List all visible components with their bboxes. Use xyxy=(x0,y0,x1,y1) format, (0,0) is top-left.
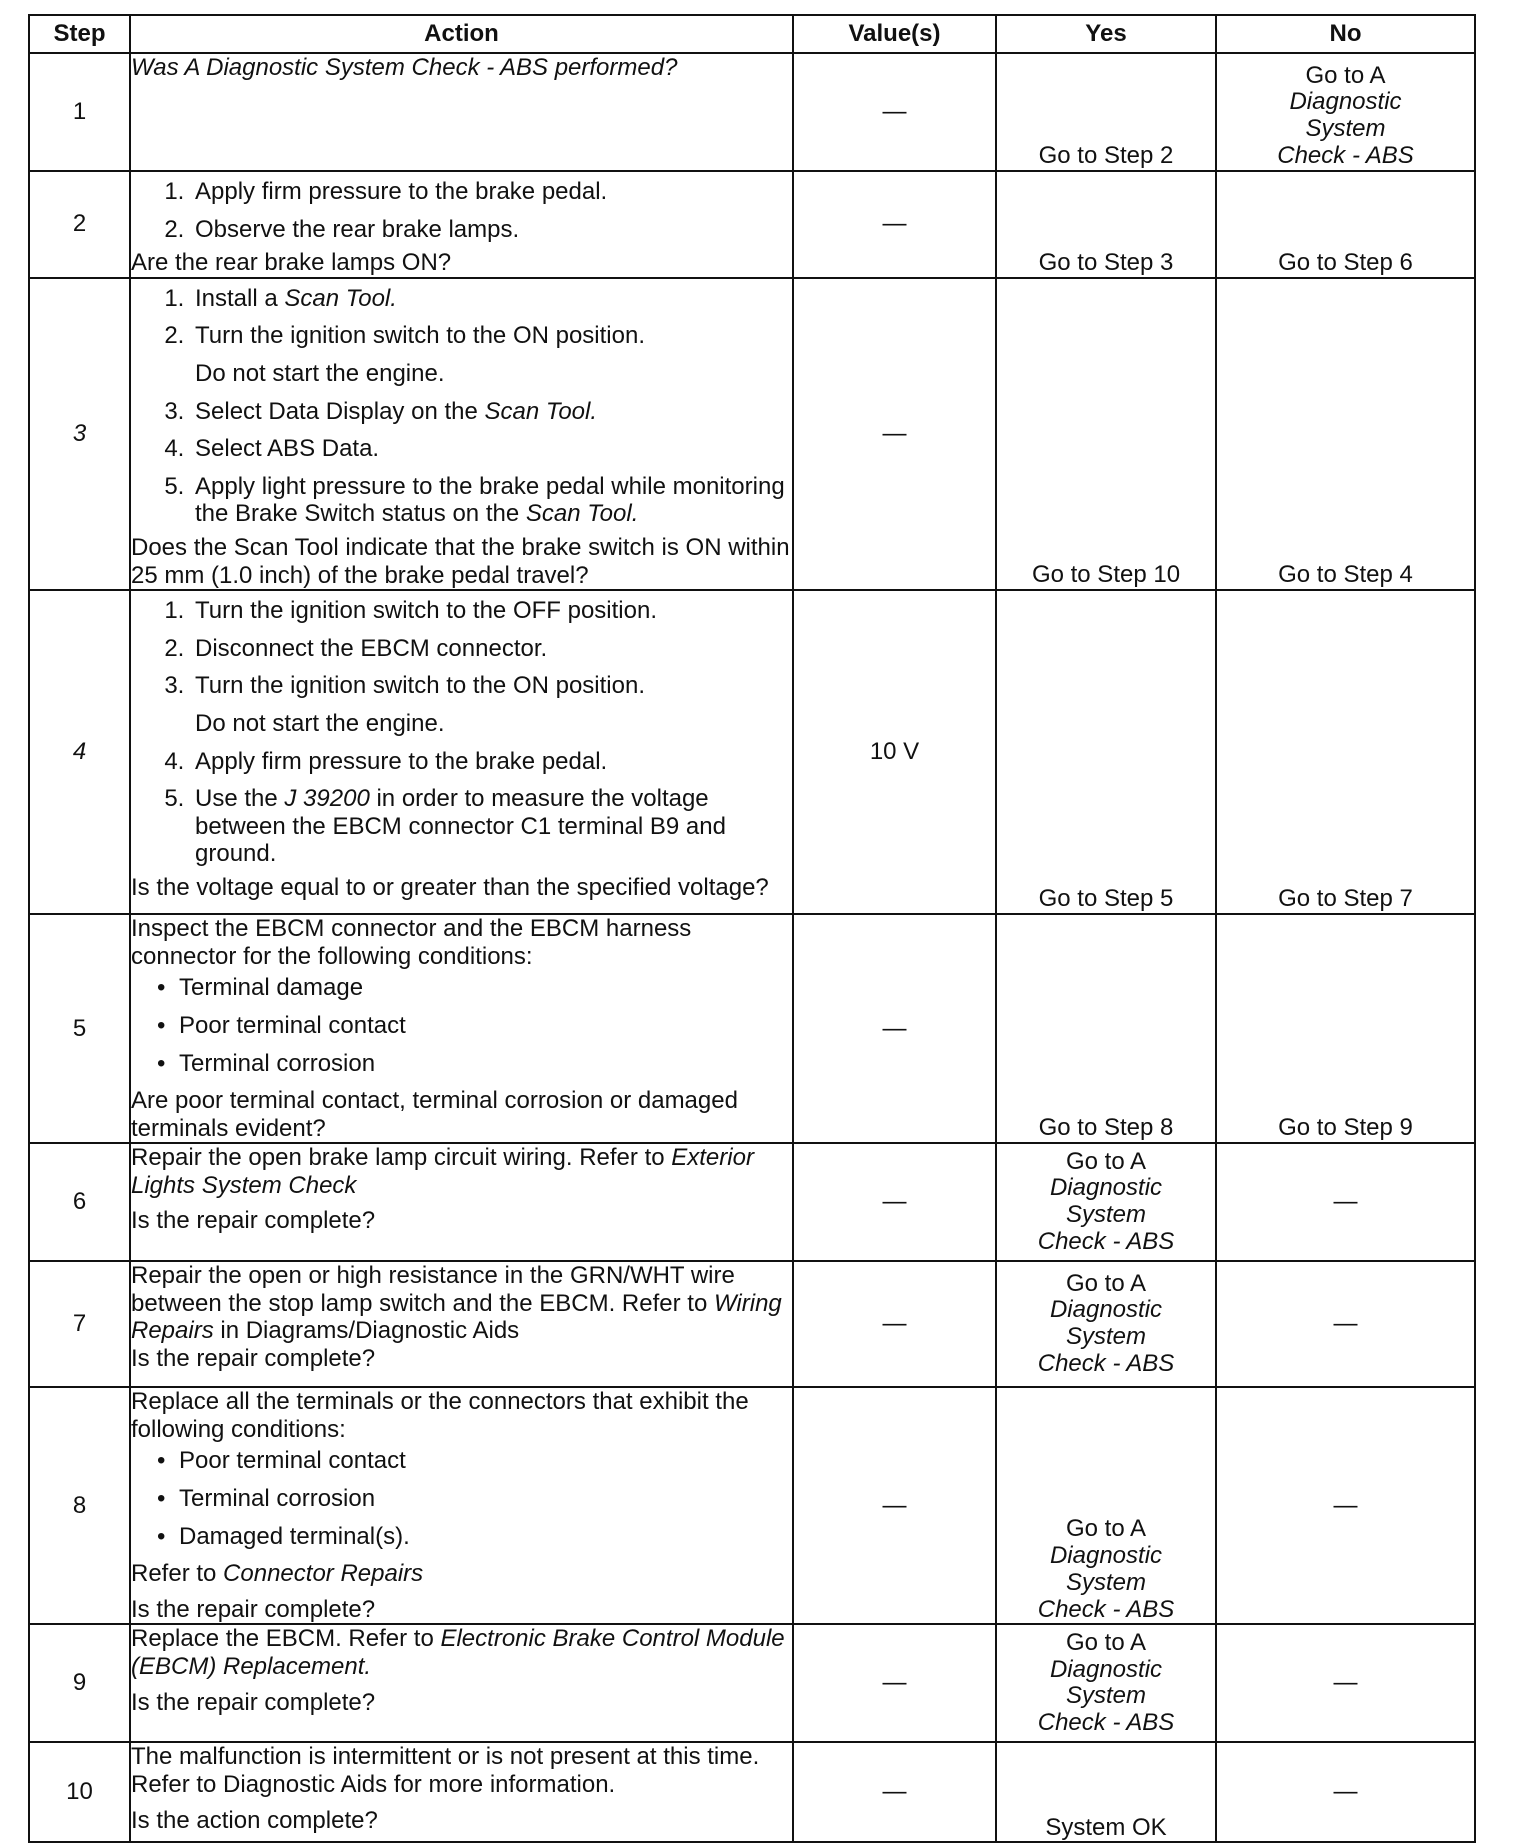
action-cell xyxy=(130,171,793,278)
value-cell: — xyxy=(793,278,996,590)
action-cell xyxy=(130,278,793,590)
no-cell: Go to Step 4 xyxy=(1216,278,1475,590)
table-row xyxy=(29,171,1475,278)
header-yes: Yes xyxy=(996,15,1216,53)
action-cell xyxy=(130,1261,793,1387)
value-cell: — xyxy=(793,1143,996,1261)
yes-line: Diagnostic xyxy=(1049,1174,1163,1202)
yes-line: Diagnostic xyxy=(1049,1541,1163,1569)
yes-text: Go to Step 2 xyxy=(1038,142,1174,170)
reference-link: Exterior Lights System Check xyxy=(131,1144,754,1199)
action-cell xyxy=(130,590,793,914)
header-step: Step xyxy=(29,15,130,53)
yes-line: System xyxy=(1065,1568,1146,1596)
action-step: 1. Apply firm pressure to the brake pedal. xyxy=(191,178,792,206)
yes-cell xyxy=(996,1261,1216,1387)
yes-line: Check - ABS xyxy=(1037,1350,1175,1378)
no-line: System xyxy=(1305,115,1386,143)
yes-line: Diagnostic xyxy=(1049,1296,1163,1324)
action-question: Are poor terminal contact, terminal corrosion or damaged terminals evident? xyxy=(131,1087,738,1142)
action-text xyxy=(131,1625,792,1680)
yes-line: Check - ABS xyxy=(1037,1228,1175,1256)
table-row xyxy=(29,590,1475,914)
no-line: Go to A xyxy=(1305,61,1386,89)
header-row xyxy=(29,15,1475,53)
step-text: in order to measure the voltage between the EBCM connector C1 terminal B9 and ground. xyxy=(195,785,726,868)
condition-item: • Poor terminal contact xyxy=(179,1447,792,1475)
action-text-part: Repair the open or high resistance in the GRN/WHT wire between the stop lamp switch and the EBCM. Refer to xyxy=(131,1262,735,1317)
action-question: Was A Diagnostic System Check - ABS performed? xyxy=(131,54,678,81)
step-number: 7 xyxy=(29,1261,130,1387)
condition-item: • Terminal corrosion xyxy=(179,1485,792,1513)
action-step xyxy=(191,672,792,737)
table-row xyxy=(29,278,1475,590)
step-text: Use the xyxy=(195,785,285,813)
action-step xyxy=(191,285,792,313)
header-values: Value(s) xyxy=(793,15,996,53)
action-step xyxy=(191,473,792,528)
condition-list xyxy=(131,974,792,1077)
action-text-part: Refer to xyxy=(131,1560,224,1588)
yes-line: Check - ABS xyxy=(1037,1595,1175,1623)
table-row xyxy=(29,1742,1475,1842)
value-cell: — xyxy=(793,1387,996,1624)
yes-cell xyxy=(996,1143,1216,1261)
condition-list xyxy=(131,1447,792,1550)
action-text xyxy=(131,1144,792,1199)
action-question: Is the action complete? xyxy=(131,1806,378,1834)
no-cell: — xyxy=(1216,1261,1475,1387)
action-question: Does the Scan Tool indicate that the brake switch is ON within 25 mm (1.0 inch) of the brake pedal travel? xyxy=(131,533,790,589)
action-question: Is the repair complete? xyxy=(131,1207,376,1235)
step-text: Apply light pressure to the brake pedal while monitoring the Brake Switch status on the xyxy=(195,472,785,528)
step-number: 9 xyxy=(29,1624,130,1742)
reference-link: Electronic Brake Control Module (EBCM) Replacement. xyxy=(131,1625,785,1681)
action-step xyxy=(191,322,792,387)
action-step xyxy=(191,785,792,868)
value-cell: — xyxy=(793,914,996,1143)
action-steps xyxy=(131,597,792,868)
step-number: 10 xyxy=(29,1742,130,1842)
action-text xyxy=(131,1262,792,1345)
action-step xyxy=(191,398,792,426)
action-text: The malfunction is intermittent or is not present at this time. Refer to Diagnostic Aids for more information. xyxy=(131,1743,760,1799)
step-number: 8 xyxy=(29,1387,130,1624)
action-intro: Inspect the EBCM connector and the EBCM harness connector for the following conditions: xyxy=(131,915,692,970)
reference-link: Wiring Repairs xyxy=(131,1289,782,1345)
action-step: 1. Turn the ignition switch to the OFF position. xyxy=(191,597,792,625)
yes-line: Check - ABS xyxy=(1037,1709,1175,1737)
value-cell: — xyxy=(793,1261,996,1387)
action-question: Is the repair complete? xyxy=(131,1688,376,1716)
action-question: Is the repair complete? xyxy=(131,1345,376,1373)
step-text: Select Data Display on the xyxy=(195,397,485,425)
action-question: Is the repair complete? xyxy=(131,1595,376,1623)
action-text-part: Replace the EBCM. Refer to xyxy=(131,1625,441,1653)
step-number: 4 xyxy=(29,590,130,914)
step-note: Do not start the engine. xyxy=(195,709,445,737)
action-cell xyxy=(130,53,793,171)
step-number: 2 xyxy=(29,171,130,278)
no-cell: — xyxy=(1216,1143,1475,1261)
action-question: Is the voltage equal to or greater than the specified voltage? xyxy=(131,873,769,901)
action-text-part: Repair the open brake lamp circuit wiring. Refer to xyxy=(131,1144,672,1172)
no-cell: Go to Step 7 xyxy=(1216,590,1475,914)
yes-line: Go to A xyxy=(1065,1147,1147,1175)
step-tool: J 39200 xyxy=(284,785,370,813)
action-step: 2. Observe the rear brake lamps. xyxy=(191,216,792,244)
yes-cell xyxy=(996,1387,1216,1624)
yes-cell xyxy=(996,53,1216,171)
no-cell: — xyxy=(1216,1742,1475,1842)
value-cell: — xyxy=(793,53,996,171)
action-reference xyxy=(131,1560,792,1588)
yes-cell: Go to Step 8 xyxy=(996,914,1216,1143)
yes-line: Go to A xyxy=(1065,1269,1147,1297)
step-text: Turn the ignition switch to the ON position. xyxy=(195,322,645,350)
action-question: Are the rear brake lamps ON? xyxy=(131,249,452,277)
value-cell: — xyxy=(793,1624,996,1742)
step-tool: Scan Tool. xyxy=(284,284,397,312)
step-number: 6 xyxy=(29,1143,130,1261)
action-cell xyxy=(130,1387,793,1624)
table-row xyxy=(29,914,1475,1143)
no-line: Check - ABS xyxy=(1277,142,1414,170)
no-cell: — xyxy=(1216,1624,1475,1742)
yes-line: System xyxy=(1065,1323,1146,1351)
header-action: Action xyxy=(130,15,793,53)
action-step: 4. Select ABS Data. xyxy=(191,435,792,463)
step-text: Turn the ignition switch to the ON position. xyxy=(195,672,645,700)
yes-line: Go to A xyxy=(1065,1628,1147,1656)
no-cell: — xyxy=(1216,1387,1475,1624)
reference-link: Connector Repairs xyxy=(223,1560,424,1588)
yes-line: System xyxy=(1065,1682,1146,1710)
table-row xyxy=(29,1143,1475,1261)
action-steps xyxy=(131,285,792,528)
step-number: 3 xyxy=(29,278,130,590)
yes-line: System xyxy=(1065,1201,1146,1229)
step-number: 5 xyxy=(29,914,130,1143)
step-number: 1 xyxy=(29,53,130,171)
no-cell xyxy=(1216,53,1475,171)
table-row xyxy=(29,1387,1475,1624)
yes-line: Diagnostic xyxy=(1049,1655,1163,1683)
value-cell: — xyxy=(793,1742,996,1842)
action-cell xyxy=(130,1624,793,1742)
yes-cell: Go to Step 10 xyxy=(996,278,1216,590)
step-tool: Scan Tool. xyxy=(525,500,639,528)
action-text-part: in Diagrams/Diagnostic Aids xyxy=(213,1317,520,1345)
condition-item: • Terminal corrosion xyxy=(179,1050,792,1078)
value-cell: — xyxy=(793,171,996,278)
table-row xyxy=(29,1261,1475,1387)
yes-line: Go to A xyxy=(1065,1514,1147,1542)
value-cell: 10 V xyxy=(793,590,996,914)
step-text: Install a xyxy=(195,284,285,312)
condition-item: • Damaged terminal(s). xyxy=(179,1523,792,1551)
yes-cell xyxy=(996,1624,1216,1742)
action-intro: Replace all the terminals or the connectors that exhibit the following conditions: xyxy=(131,1388,749,1443)
yes-cell: Go to Step 5 xyxy=(996,590,1216,914)
step-note: Do not start the engine. xyxy=(195,359,445,387)
no-cell: Go to Step 6 xyxy=(1216,171,1475,278)
condition-item: • Terminal damage xyxy=(179,974,792,1002)
header-no: No xyxy=(1216,15,1475,53)
action-step: 4. Apply firm pressure to the brake pedal. xyxy=(191,748,792,776)
action-cell xyxy=(130,914,793,1143)
condition-item: • Poor terminal contact xyxy=(179,1012,792,1040)
table-row xyxy=(29,53,1475,171)
diagnostic-table xyxy=(28,14,1476,1843)
action-cell xyxy=(130,1143,793,1261)
no-line: Diagnostic xyxy=(1289,88,1402,116)
no-cell: Go to Step 9 xyxy=(1216,914,1475,1143)
yes-cell: Go to Step 3 xyxy=(996,171,1216,278)
step-tool: Scan Tool. xyxy=(484,397,598,425)
yes-cell: System OK xyxy=(996,1742,1216,1842)
table-row xyxy=(29,1624,1475,1742)
action-steps xyxy=(131,178,792,243)
action-step: 2. Disconnect the EBCM connector. xyxy=(191,635,792,663)
action-cell xyxy=(130,1742,793,1842)
